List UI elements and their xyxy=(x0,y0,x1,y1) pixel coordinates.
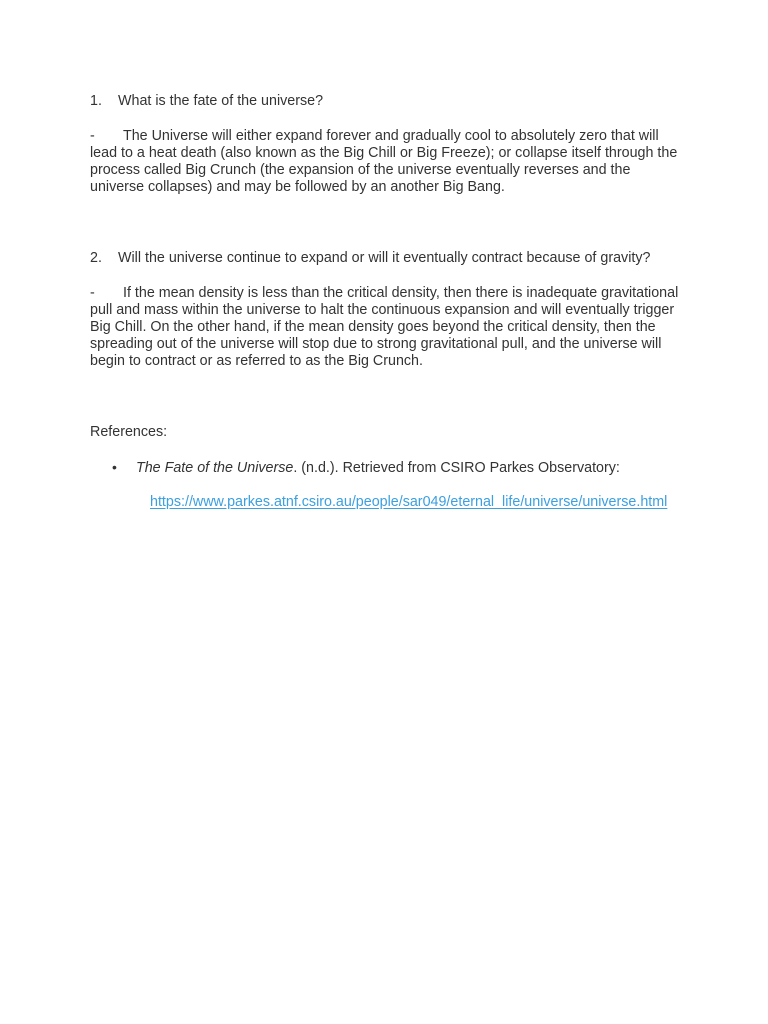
reference-item xyxy=(112,459,620,477)
question-number: 2. xyxy=(90,250,102,266)
question-text: Will the universe continue to expand or will it eventually contract because of gravity? xyxy=(118,250,651,266)
answer-text: The Universe will either expand forever and gradually cool to absolutely zero that will lead to a heat death (also known as the Big Chill or Big Freeze); or collapse itself through the process called Big Crunch (the expansion of the universe eventually reverses and the universe collapses) and may be followed by an another Big Bang. xyxy=(90,128,678,195)
question-2 xyxy=(90,250,650,267)
answer-1 xyxy=(90,128,680,196)
answer-text: If the mean density is less than the critical density, then there is inadequate gravitational pull and mass within the universe to halt the continuous expansion and will eventually trigger Big Chill. On the other hand, if the mean density goes beyond the critical density, then the spreading out of the universe will stop due to strong gravitational pull, and the universe will begin to contract or as referred to as the Big Crunch. xyxy=(90,285,679,369)
answer-dash: - xyxy=(90,285,95,301)
references-heading: References: xyxy=(90,424,168,440)
reference-link[interactable]: https://www.parkes.atnf.csiro.au/people/sar049/eternal_life/universe/universe.html xyxy=(150,494,668,510)
question-1 xyxy=(90,93,323,110)
reference-title: The Fate of the Universe xyxy=(136,460,294,476)
bullet-icon: • xyxy=(112,459,117,475)
question-text: What is the fate of the universe? xyxy=(118,93,324,109)
question-number: 1. xyxy=(90,93,102,109)
reference-details: . (n.d.). Retrieved from CSIRO Parkes Observatory: xyxy=(293,460,620,476)
answer-2 xyxy=(90,285,680,370)
answer-dash: - xyxy=(90,128,95,144)
